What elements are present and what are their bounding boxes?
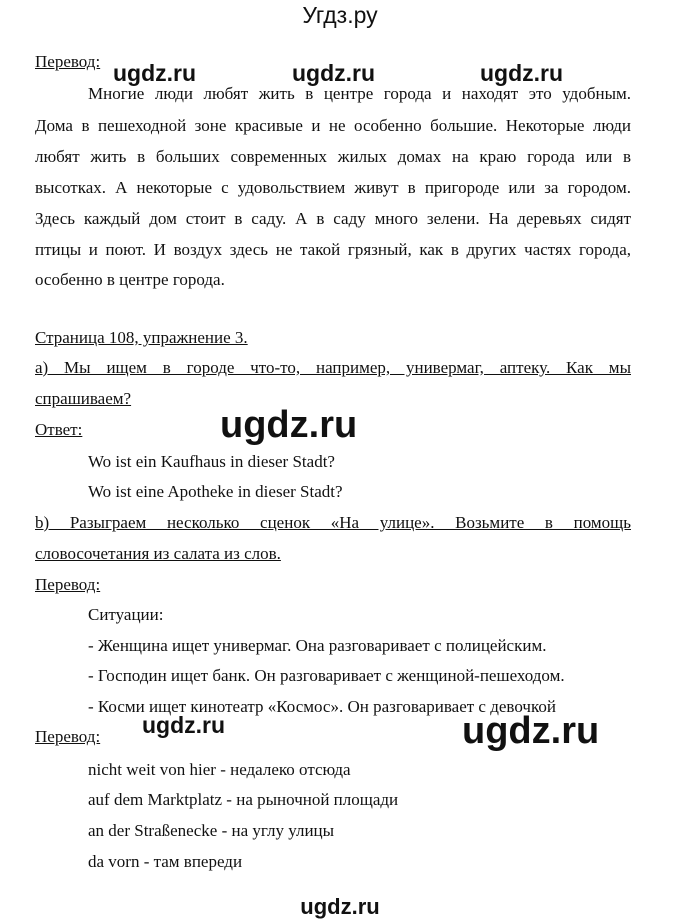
paragraph-line: любят жить в больших современных жилых домах на краю города или в	[35, 147, 631, 166]
phrase-item: an der Straßenecke - на углу улицы	[88, 821, 335, 840]
watermark: ugdz.ru	[462, 710, 600, 752]
task-b-line: b) Разыграем несколько сценок «На улице». Возьмите в помощь	[35, 513, 631, 532]
watermark: ugdz.ru	[292, 60, 376, 86]
phrase-item: da vorn - там впереди	[88, 852, 243, 871]
watermark: ugdz.ru	[220, 404, 358, 446]
translation-label: Перевод:	[35, 727, 101, 746]
phrase-item: nicht weit von hier - недалеко отсюда	[88, 760, 351, 779]
answer-line: Wo ist eine Apotheke in dieser Stadt?	[88, 482, 343, 501]
translation-label: Перевод:	[35, 575, 101, 594]
paragraph-line: Многие люди любят жить в центре города и находят это удобным.	[88, 84, 631, 103]
watermark: ugdz.ru	[480, 60, 564, 86]
watermark: ugdz.ru	[113, 60, 197, 86]
task-a-line: а) Мы ищем в городе что-то, например, универмаг, аптеку. Как мы	[35, 358, 631, 377]
paragraph-line: Дома в пешеходной зоне красивые и не особенно большие. Некоторые люди	[35, 116, 631, 135]
task-b-line: словосочетания из салата из слов.	[35, 544, 281, 563]
situation-item: - Господин ищет банк. Он разговаривает с женщиной-пешеходом.	[88, 666, 565, 685]
paragraph-line: особенно в центре города.	[35, 270, 225, 289]
site-header: Угдз.ру	[302, 2, 378, 28]
watermark: ugdz.ru	[142, 712, 226, 738]
answer-label: Ответ:	[35, 420, 83, 439]
footer-watermark: ugdz.ru	[300, 894, 380, 919]
answer-line: Wo ist ein Kaufhaus in dieser Stadt?	[88, 452, 335, 471]
situations-title: Ситуации:	[88, 605, 164, 624]
situation-item: - Косми ищет кинотеатр «Космос». Он разговаривает с девочкой	[88, 697, 556, 716]
phrase-item: auf dem Marktplatz - на рыночной площади	[88, 790, 399, 809]
situation-item: - Женщина ищет универмаг. Она разговаривает с полицейским.	[88, 636, 547, 655]
paragraph-line: Здесь каждый дом стоит в саду. А в саду много зелени. На деревьях сидят	[35, 209, 631, 228]
paragraph-line: высотках. А некоторые с удовольствием живут в пригороде или за городом.	[35, 178, 631, 197]
exercise-heading: Страница 108, упражнение 3.	[35, 328, 248, 347]
task-a-line: спрашиваем?	[35, 389, 132, 408]
paragraph-line: птицы и поют. И воздух здесь не такой грязный, как в других частях города,	[35, 240, 631, 259]
translation-label: Перевод:	[35, 52, 101, 71]
